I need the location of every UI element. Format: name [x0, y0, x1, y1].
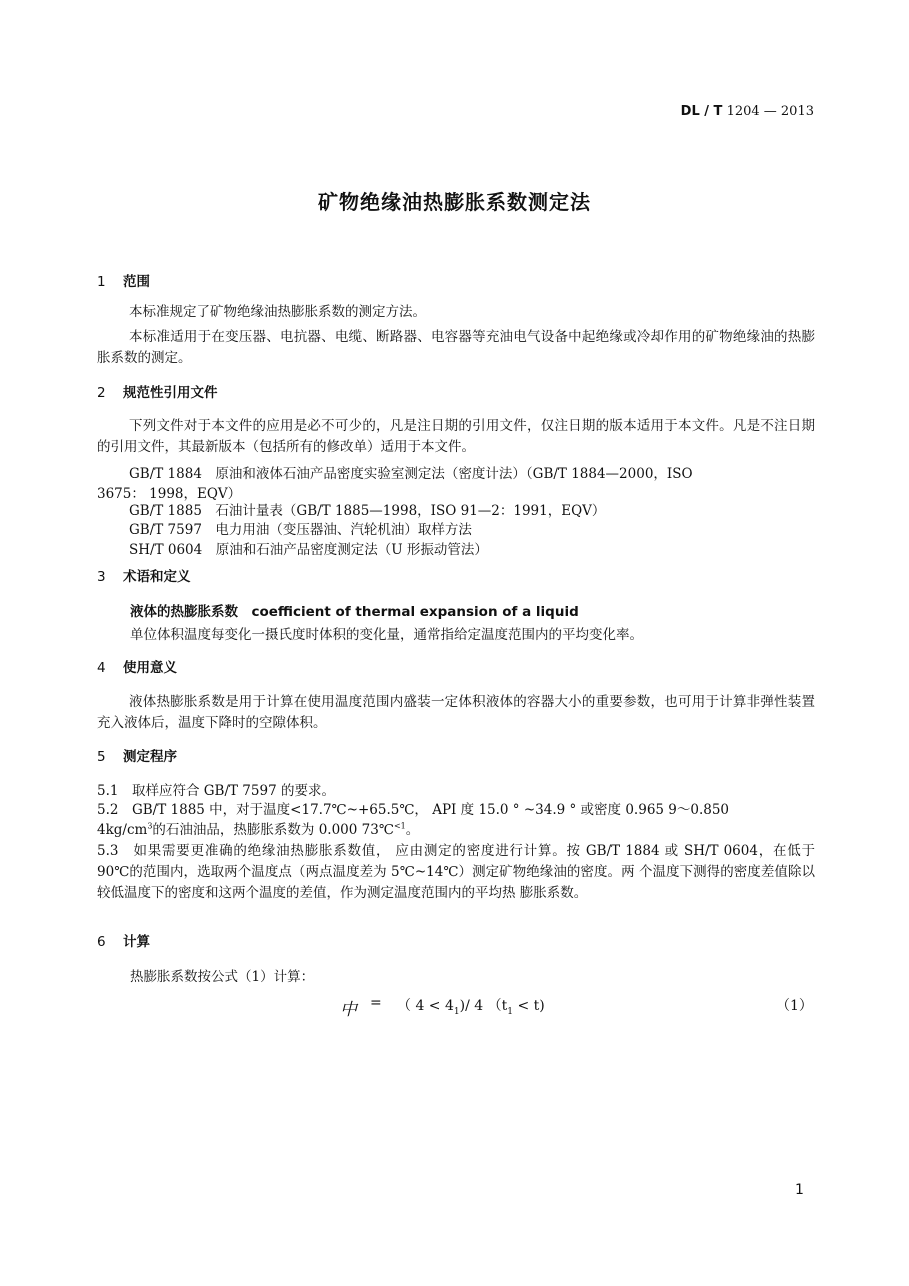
section-title: 范围	[123, 274, 150, 290]
formula-sub-1: 1	[453, 1006, 460, 1017]
formula-equals: =	[370, 995, 382, 1011]
clause-5-2-end: 。	[405, 822, 420, 838]
section-5-heading	[97, 745, 177, 765]
reference-gbt7597: GB/T 7597 电力用油（变压器油、汽轮机油）取样方法	[129, 522, 472, 538]
section-1-para-2: 本标准适用于在变压器、电抗器、电缆、断路器、电容器等充油电气设备中起绝缘或冷却作用的矿物绝缘油的热膨胀系数的测定。	[97, 329, 815, 366]
formula-symbol: 中	[340, 1000, 357, 1020]
section-number: 1	[97, 274, 106, 290]
formula-numerator: （ 4 < 4	[397, 998, 454, 1014]
page-number: 1	[795, 1182, 804, 1198]
section-title: 术语和定义	[123, 569, 191, 585]
section-number: 3	[97, 569, 106, 585]
document-title: 矿物绝缘油热膨胀系数测定法	[318, 190, 591, 214]
section-title: 规范性引用文件	[123, 385, 218, 401]
section-4-heading	[97, 656, 177, 676]
reference-gbt1884-cont: 3675： 1998，EQV）	[97, 486, 242, 502]
reference-sht0604: SH/T 0604 原油和石油产品密度测定法（U 形振动管法）	[129, 542, 488, 558]
reference-gbt1885: GB/T 1885 石油计量表（GB/T 1885—1998，ISO 91—2：1991，EQV）	[129, 503, 606, 519]
section-number: 2	[97, 385, 106, 401]
formula-tail: < t)	[513, 998, 545, 1014]
section-1-heading	[97, 270, 150, 290]
section-6-heading	[97, 930, 150, 950]
clause-5-2: 5.2 GB/T 1885 中，对于温度<17.7℃~+65.5℃， API 度 15.0 ° ~34.9 ° 或密度 0.965 9～0.850	[97, 802, 730, 818]
section-number: 6	[97, 934, 106, 950]
formula-sub-2: 1	[507, 1006, 513, 1017]
standard-code-prefix: DL / T	[680, 104, 723, 119]
section-3-heading	[97, 565, 191, 585]
section-title: 使用意义	[123, 660, 177, 676]
section-number: 4	[97, 660, 106, 676]
formula-intro: 热膨胀系数按公式（1）计算：	[130, 969, 315, 985]
standard-code-number: 1204 — 2013	[726, 104, 814, 119]
coefficient-unit-exponent: <1	[393, 821, 406, 831]
formula-denominator: )/ 4 （t	[459, 998, 508, 1014]
formula-expression	[397, 995, 545, 1017]
density-unit: 4kg/cm	[97, 822, 148, 838]
section-title: 计算	[123, 934, 150, 950]
term-entry: 液体的热膨胀系数 coefficient of thermal expansion of a liquid	[130, 604, 579, 620]
term-definition: 单位体积温度每变化一摄氏度时体积的变化量，通常指给定温度范围内的平均变化率。	[130, 627, 643, 643]
formula-number: （1）	[776, 998, 813, 1014]
density-unit-exponent: 3	[147, 821, 153, 831]
section-4-para-1: 液体热膨胀系数是用于计算在使用温度范围内盛装一定体积液体的容器大小的重要参数，也可用于计算非弹性装置充入液体后，温度下降时的空隙体积。	[97, 694, 815, 731]
standard-code	[681, 104, 814, 119]
section-title: 测定程序	[123, 749, 177, 765]
reference-gbt1884: GB/T 1884 原油和液体石油产品密度实验室测定法（密度计法）（GB/T 1884—2000，ISO	[129, 466, 693, 482]
section-1-para-1: 本标准规定了矿物绝缘油热膨胀系数的测定方法。	[129, 304, 426, 320]
section-number: 5	[97, 749, 106, 765]
clause-5-1: 5.1 取样应符合 GB/T 7597 的要求。	[97, 783, 335, 799]
formula-lhs	[340, 995, 357, 1020]
clause-5-2-cont	[97, 818, 419, 838]
section-2-para-1: 下列文件对于本文件的应用是必不可少的，凡是注日期的引用文件，仅注日期的版本适用于本文件。凡是不注日期的引用文件，其最新版本（包括所有的修改单）适用于本文件。	[97, 418, 815, 455]
clause-5-2-text: 的石油油品，热膨胀系数为 0.000 73℃	[152, 822, 394, 838]
clause-5-3: 5.3 如果需要更准确的绝缘油热膨胀系数值， 应由测定的密度进行计算。按 GB/T 1884 或 SH/T 0604，在低于 90℃的范围内，选取两个温度点（两点温度差为 5℃~14℃）测定矿物绝缘油的密度。两 个温度下测得的密度差值除以较低温度下的密度和这两个温度的差值，作为测定温度范围内的平均热 膨胀系数。	[97, 843, 815, 901]
section-2-heading	[97, 381, 218, 401]
